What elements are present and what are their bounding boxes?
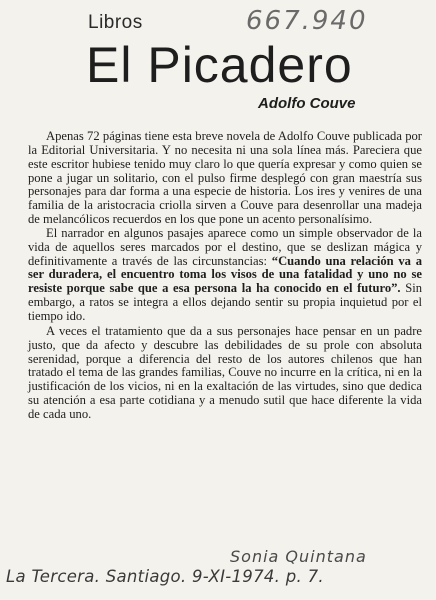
paragraph-2-close: Sin embargo, a ratos se integra a ellos dejando sentir su propia inquietud por el tiempo ido. — [28, 281, 422, 323]
paragraph-3: A veces el tratamiento que da a sus personajes hace pensar en un padre justo, que da afecto y descubre las debilidades de su prole con absoluta serenidad, porque a diferencia del resto de los autores chilenos que han tratado el tema de las grandes familias, Couve no incurre en la crítica, ni en la justificación de los vicios, ni en la exaltación de las virtudes, sino que dedica su atención a esa parte cotidiana y a menudo sutil que hace diferente la vida de cada uno. — [28, 323, 422, 421]
paragraph-1: Apenas 72 páginas tiene esta breve novela de Adolfo Couve publicada por la Editorial Universitaria. Y no necesita ni una sola línea más. Pareciera que este escritor hubiese tenido muy claro lo que quería expresar y como quien se pone a jugar un solitario, con el pulso firme desplegó con gran maestría sus personajes para dar forma a una especie de historia. Los ires y venires de una familia de la aristocracia criolla sirven a Couve para desenrollar una madeja de melancólicos recuerdos en los que pone un acento personalísimo. — [28, 129, 422, 227]
paragraph-2-intro: El narrador en algunos pasajes aparece como un simple observador de la vida de aquellos seres marcados por el destino, que se deslizan mágica y definitivamente a través de las circunstancias: — [28, 225, 422, 268]
section-label: Libros — [88, 12, 143, 33]
article-body — [28, 130, 422, 423]
quoted-passage: “Cuando una relación va a ser duradera, el encuentro toma los visos de una fatalidad y uno no se resiste porque sabe que a esa persona la ha conocido en el futuro”. — [28, 253, 422, 296]
source-citation: La Tercera. Santiago. 9-XI-1974. p. 7. — [6, 567, 324, 586]
book-author: Adolfo Couve — [258, 95, 356, 112]
handwritten-catalog-number: 667.940 — [246, 6, 368, 36]
paragraph-2 — [28, 227, 422, 324]
article-title: El Picadero — [86, 37, 353, 93]
reviewer-signature: Sonia Quintana — [230, 547, 367, 566]
